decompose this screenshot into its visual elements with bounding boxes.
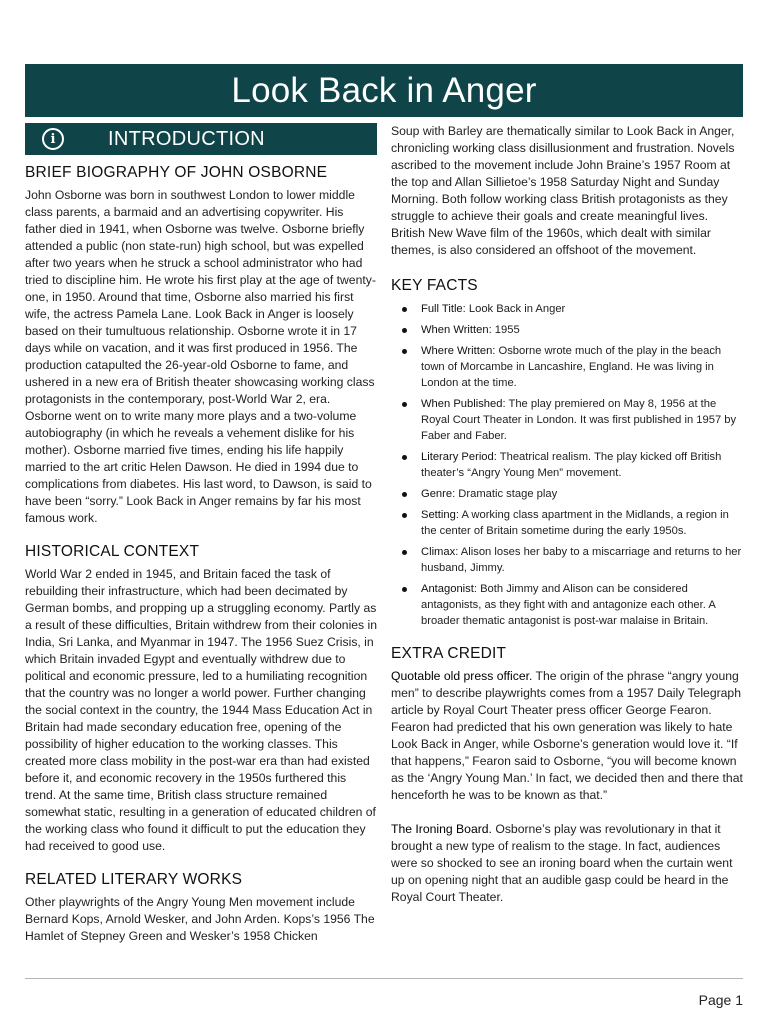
historical-context-text: World War 2 ended in 1945, and Britain faced the task of rebuilding their infrastructure, which had been decimated by German bombs, and propping up a struggling economy. Partly as a result of these difficulties, Britain withdrew from their colonies in India, Sri Lanka, and Myanmar in 1947. The 1956 Suez Crisis, in which Britain invaded Egypt and eventually withdrew due to political and economic pressure, led to a humiliating recognition that the country was no longer a world power. Further changing the social context in the country, the 1944 Mass Education Act in Britain had made secondary education free, opening of the possibility of higher education to the working classes. This created more class mobility in the post-war era than had existed before it, and economic recovery in the 1950s furthered this trend. At the same time, British class structure remained somewhat static, resulting in a generation of educated children of the working class who found it difficult to put the education they had received to good use. [25,567,378,853]
related-works-heading: RELATED LITERARY WORKS [25,871,243,888]
info-icon: i [42,128,64,150]
extra-credit-text: Osborne’s play was revolutionary in that it brought a new type of realism to the stage. In fact, audiences were so shocked to see an ironing board when the curtain went up on opening night that an audible gasp could be heard in the Royal Court Theater. [391,822,733,904]
introduction-bar [25,123,377,155]
list-item [391,343,743,391]
fact-text: : Both Jimmy and Alison can be considered antagonists, as they fight with and antagonize each other. A broader thematic antagonist is post-war malaise in Britain. [421,583,716,627]
related-works-section [25,871,377,945]
fact-text: : Alison loses her baby to a miscarriage and returns to her husband, Jimmy. [421,546,742,574]
biography-section [25,164,377,527]
related-works-continued-text: Soup with Barley are thematically similar to Look Back in Anger, chronicling working class disillusionment and frustration. Novels ascribed to the movement include John Braine’s 1957 Room at the top and Allan Sillietoe’s 1958 Saturday Night and Sunday Morning. Both follow working class British protagonists as they struggle to achieve their goals and create meaningful lives. British New Wave film of the 1960s, which dealt with similar themes, is also considered an offshoot of the movement. [391,124,735,257]
right-column [391,123,743,922]
extra-credit-section [391,645,743,906]
list-item [391,486,743,502]
extra-credit-title: The Ironing Board. [391,822,492,836]
document-title: Look Back in Anger [25,64,743,117]
fact-label: When Written [421,324,489,336]
fact-label: Literary Period [421,451,494,463]
fact-text: : A working class apartment in the Midlands, a region in the center of Britain sometime during the early 1950s. [421,509,729,537]
historical-context-heading: HISTORICAL CONTEXT [25,543,200,560]
list-item [391,449,743,481]
fact-label: Climax [421,546,456,558]
fact-text: : Osborne wrote much of the play in the beach town of Morcambe in Lancashire, England. He was living in London at the time. [421,345,722,389]
fact-label: Full Title [421,303,463,315]
fact-text: : 1955 [488,324,520,336]
list-item [391,322,743,338]
key-facts-heading: KEY FACTS [391,277,478,294]
key-facts-list [391,301,743,629]
key-facts-section [391,277,743,629]
list-item [391,507,743,539]
page-number: Page 1 [698,992,743,1008]
footer-divider [25,978,743,979]
list-item [391,301,743,317]
extra-credit-heading: EXTRA CREDIT [391,645,507,662]
fact-label: When Published [421,398,503,410]
list-item [391,581,743,629]
related-works-continued [391,123,743,259]
fact-text: : Look Back in Anger [462,303,566,315]
fact-label: Antagonist [421,583,474,595]
extra-credit-item [391,821,743,906]
fact-label: Where Written [421,345,493,357]
related-works-text: Other playwrights of the Angry Young Men movement include Bernard Kops, Arnold Wesker, and John Arden. Kops’s 1956 The Hamlet of Stepney Green and Wesker’s 1958 Chicken [25,895,375,943]
extra-credit-item [391,668,743,804]
biography-heading: BRIEF BIOGRAPHY OF JOHN OSBORNE [25,164,328,181]
biography-text: John Osborne was born in southwest London to lower middle class parents, a barmaid and an advertising copywriter. His father died in 1941, when Osborne was twelve. Osborne briefly attended a public (non state-run) high school, but was expelled after two years when he struck a school administrator who had tried to discipline him. He wrote his first play at the age of twenty-one, in 1950. Around that time, Osborne also married his first wife, the actress Pamela Lane. Look Back in Anger is loosely based on their tumultuous relationship. Osborne wrote it in 17 days while on vacation, and it was first produced in 1956. The production catapulted the 26-year-old Osborne to fame, and ushered in a new era of British theater showcasing working class protagonists in the contemporary, post-World War 2, era. Osborne went on to write many more plays and a two-volume autobiography (in which he reveals a vehement dislike for his mother). Osborne married five times, ending his life happily married to the art critic Helen Dawson. He died in 1994 due to complications from diabetes. His last word, to Dawson, is said to have been “sorry.” Look Back in Anger remains by far his most famous work. [25,188,376,525]
fact-text: : Theatrical realism. The play kicked off British theater’s “Angry Young Men” movement. [421,451,722,479]
fact-text: : Dramatic stage play [452,488,558,500]
introduction-label: INTRODUCTION [108,127,265,150]
extra-credit-title: Quotable old press officer. [391,669,533,683]
fact-label: Setting [421,509,456,521]
list-item [391,544,743,576]
fact-text: : The play premiered on May 8, 1956 at the Royal Court Theater in London. It was first published in 1957 by Faber and Faber. [421,398,737,442]
extra-credit-text: The origin of the phrase “angry young men” to describe playwrights comes from a 1957 Daily Telegraph article by Royal Court Theater press officer George Fearon. Fearon had predicted that his own generation was likely to hate Look Back in Anger, while Osborne’s generation would love it. “If that happens,” Fearon said to Osborne, “you will become known as the ‘Angry Young Man.’ In fact, we decided then and there that henceforth he was to be known as that.” [391,669,743,802]
fact-label: Genre [421,488,453,500]
historical-context-section [25,543,377,855]
list-item [391,396,743,444]
left-column [25,123,377,961]
